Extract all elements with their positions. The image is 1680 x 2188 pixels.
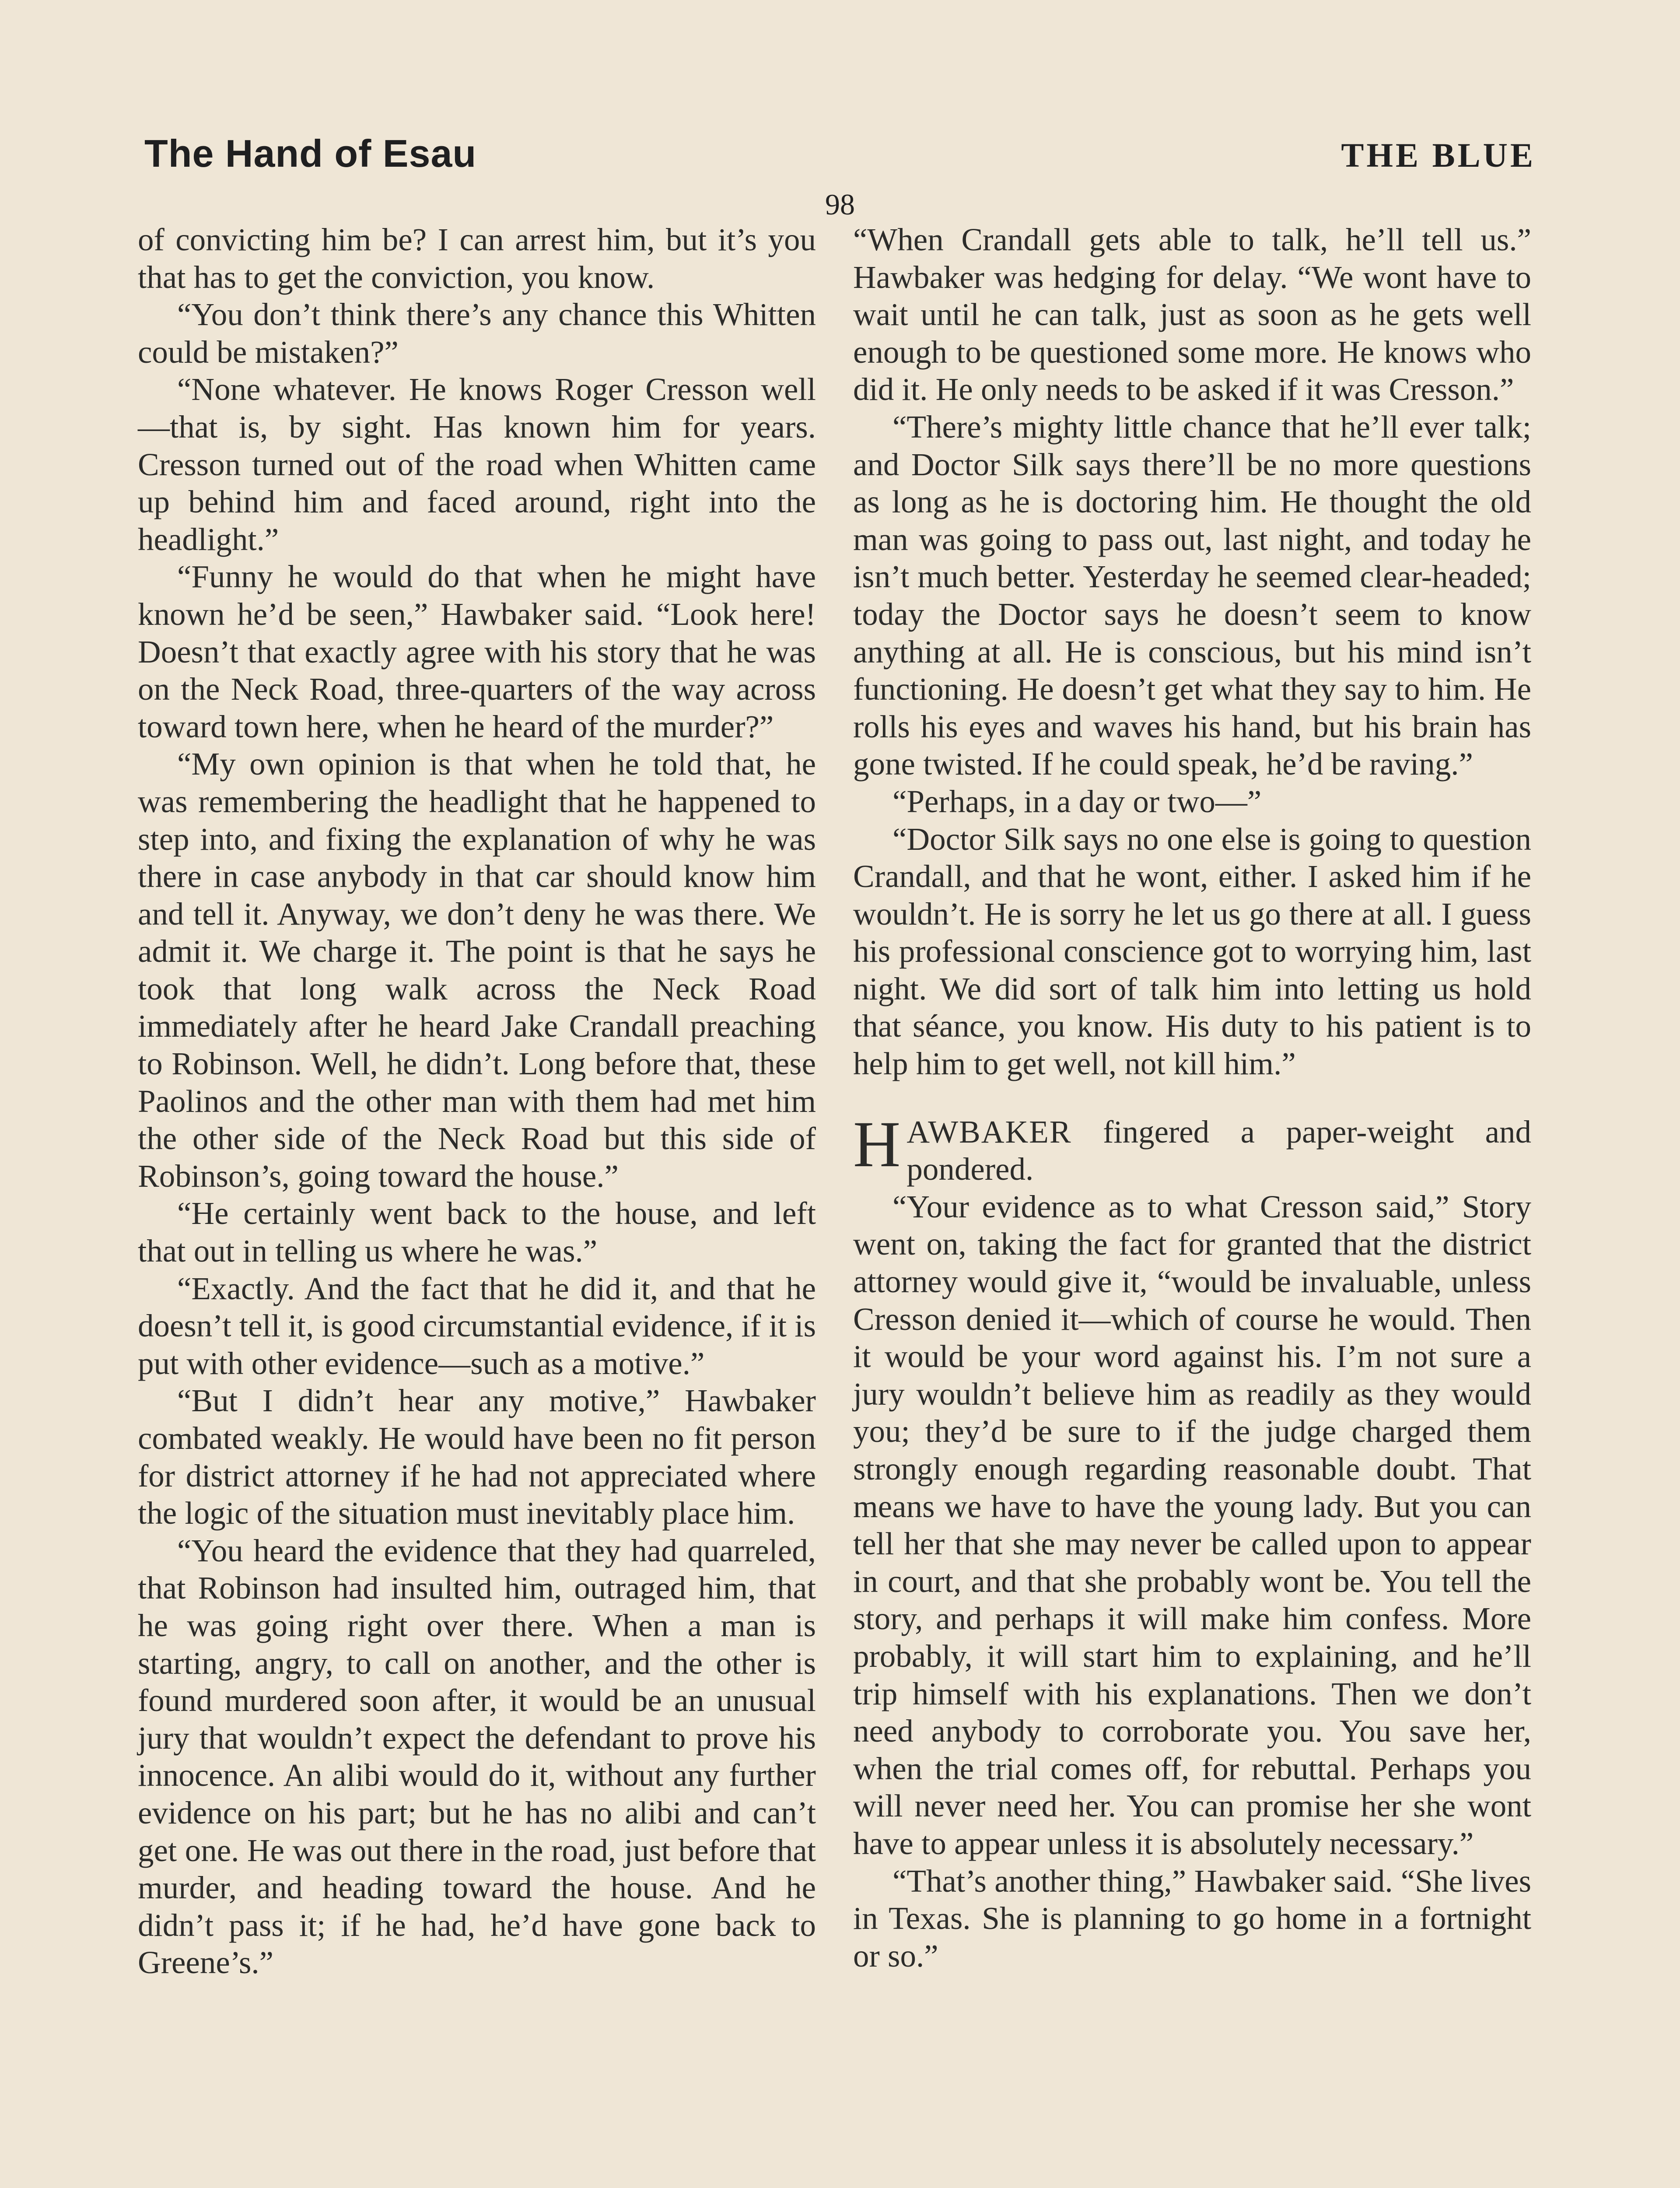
paragraph: “When Crandall gets able to talk, he’ll tell us.” Hawbaker was hedging for delay. “We wont have to wait until he can talk, just as soon as he gets well enough to be questioned some more. He knows who did it. He only needs to be asked if it was Cresson.” [853,222,1531,407]
lead-caps: AWBAKER [906,1114,1072,1150]
paragraph: “Perhaps, in a day or two—” [892,783,1262,819]
section-opening-paragraph [853,1108,1531,1188]
paragraph: “But I didn’t hear any motive,” Hawbaker combated weakly. He would have been no fit person for district attorney if he had not appreciated where the logic of the situation must inevitably place him. [138,1383,816,1531]
paragraph: “None whatever. He knows Roger Cresson well—that is, by sight. Has known him for years. Cresson turned out of the road when Whitten came up behind him and faced around, right into the headlight.” [138,372,816,557]
paragraph: of convicting him be? I can arrest him, but it’s you that has to get the conviction, you know. [138,222,816,295]
paragraph: “Your evidence as to what Cresson said,” Story went on, taking the fact for granted that the district attorney would give it, “would be invaluable, unless Cresson denied it—which of course he would. Then it would be your word against his. I’m not sure a jury wouldn’t believe him as readily as they would you; they’d be sure to if the judge charged them strongly enough regarding reasonable doubt. That means we have to have the young lady. But you can tell her that she may never be called upon to appear in court, and that she probably wont be. You tell the story, and perhaps it will make him confess. More probably, it will start him to explaining, and he’ll trip himself with his explanations. Then we don’t need anybody to corroborate you. You save her, when the trial comes off, for rebuttal. Perhaps you will never need her. You can promise her she wont have to appear unless it is absolutely necessary.” [853,1189,1531,1861]
drop-cap: H [853,1108,901,1181]
paragraph: “He certainly went back to the house, and left that out in telling us where he was.” [138,1196,816,1269]
left-column [138,221,816,1981]
paragraph: “You heard the evidence that they had quarreled, that Robinson had insulted him, outraged him, that he was going right over there. When a man is starting, angry, to call on another, and the other is found murdered soon after, it would be an unusual jury that wouldn’t expect the defendant to prove his innocence. An alibi would do it, without any further evidence on his part; but he has no alibi and can’t get one. He was out there in the road, just before that murder, and heading toward the house. And he didn’t pass it; if he had, he’d have gone back to Greene’s.” [138,1532,816,1981]
paragraph: “You don’t think there’s any chance this Whitten could be mistaken?” [138,297,816,370]
right-column [853,221,1531,1974]
lead-rest: fingered a paper-weight and pondered. [906,1114,1531,1187]
page-number: 98 [825,188,855,221]
running-head [144,131,1536,184]
paragraph: “My own opinion is that when he told that, he was remembering the headlight that he happened to step into, and fixing the explanation of why he was there in case anybody in that car should know him and tell it. Anyway, we don’t deny he was there. We admit it. We charge it. The point is that he says he took that long walk across the Neck Road immediately after he heard Jake Crandall preaching to Robinson. Well, he didn’t. Long before that, these Paolinos and the other man with them had met him the other side of the Neck Road but this side of Robinson’s, going toward the house.” [138,746,816,1194]
paragraph: “Exactly. And the fact that he did it, and that he doesn’t tell it, is good circumstantial evidence, if it is put with other evidence—such as a motive.” [138,1270,816,1381]
paragraph: “Funny he would do that when he might have known he’d be seen,” Hawbaker said. “Look here! Doesn’t that exactly agree with his story that he was on the Neck Road, three-quarters of the way across toward town here, when he heard of the murder?” [138,559,816,744]
paragraph: “That’s another thing,” Hawbaker said. “She lives in Texas. She is planning to go home in a fortnight or so.” [853,1863,1531,1974]
paragraph: “Doctor Silk says no one else is going to question Crandall, and that he wont, either. I asked him if he wouldn’t. He is sorry he let us go there at all. I guess his professional conscience got to worrying him, last night. We did sort of talk him into letting us hold that séance, you know. His duty to his patient is to help him to get well, not kill him.” [853,821,1531,1082]
paragraph: “There’s mighty little chance that he’ll ever talk; and Doctor Silk says there’ll be no more questions as long as he is doctoring him. He thought the old man was going to pass out, last night, and today he isn’t much better. Yesterday he seemed clear-headed; today the Doctor says he doesn’t seem to know anything at all. He is conscious, but his mind isn’t functioning. He doesn’t get what they say to him. He rolls his eyes and waves his hand, but his brain has gone twisted. If he could speak, he’d be raving.” [853,409,1531,782]
magazine-title: THE BLUE [1341,136,1536,174]
story-title: The Hand of Esau [144,132,477,175]
